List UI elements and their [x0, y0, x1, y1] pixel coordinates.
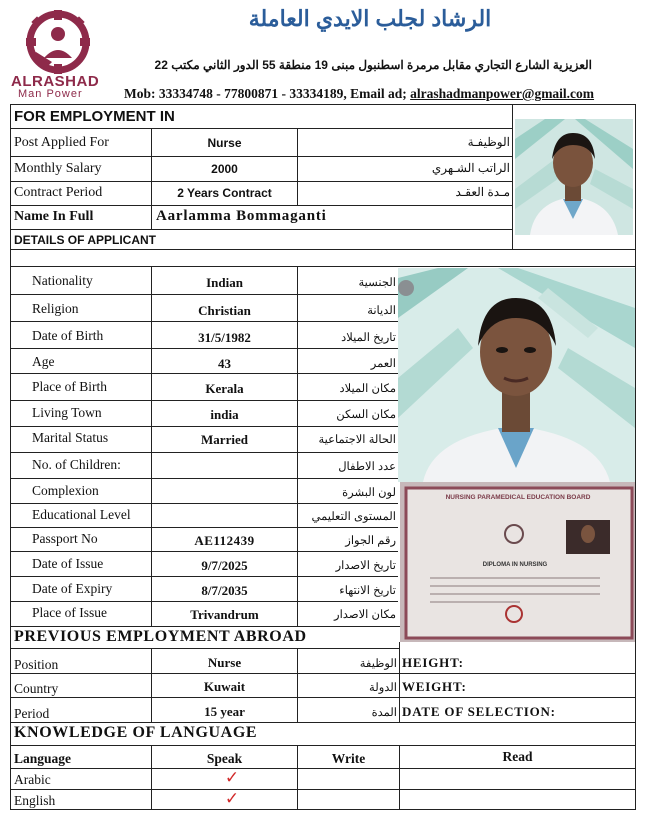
place-of-issue-value: Trivandrum	[190, 607, 259, 622]
dob-value: 31/5/1982	[198, 330, 251, 345]
selection-date-label: DATE OF SELECTION:	[402, 704, 556, 719]
logo-subtitle: Man Power	[18, 88, 83, 100]
age-value: 43	[218, 356, 231, 371]
prev-country-label: Country	[14, 681, 59, 696]
read-col-header: Read	[502, 749, 533, 764]
height-label: HEIGHT:	[402, 655, 464, 670]
prev-period-label-arabic: المدة	[371, 707, 397, 719]
arabic-speak-check-icon: ✓	[224, 768, 240, 787]
write-col-header: Write	[331, 751, 366, 766]
nationality-label-arabic: الجنسية	[358, 277, 396, 289]
previous-employment-heading: PREVIOUS EMPLOYMENT ABROAD	[14, 628, 307, 645]
company-address-arabic: العزيزية الشارع التجاري مقابل مرمرة اسطنبول مبنى 19 منطقة 55 الدور الثاني مكتب 22	[154, 58, 592, 72]
prev-country-label-arabic: الدولة	[369, 682, 397, 694]
certificate-board-text: NURSING PARAMEDICAL EDUCATION BOARD	[445, 494, 591, 501]
marital-status-label: Marital Status	[32, 430, 109, 445]
expiry-date-label-arabic: تاريخ الانتهاء	[339, 585, 396, 597]
prev-period-label: Period	[14, 706, 50, 721]
post-value: Nurse	[207, 136, 242, 150]
issue-date-label-arabic: تاريخ الاصدار	[335, 560, 396, 572]
complexion-label: Complexion	[32, 483, 99, 498]
nationality-value: Indian	[206, 275, 243, 290]
salary-label-arabic: الراتب الشـهري	[431, 161, 510, 175]
expiry-date-value: 8/7/2035	[201, 583, 248, 598]
prev-position-label: Position	[14, 657, 59, 672]
place-of-issue-label: Place of Issue	[32, 605, 107, 620]
contact-line	[124, 86, 636, 102]
name-label: Name In Full	[14, 209, 94, 224]
religion-label: Religion	[32, 301, 79, 316]
education-label-arabic: المستوى التعليمي	[311, 511, 396, 523]
certificate-title-text: DIPLOMA IN NURSING	[482, 562, 548, 568]
contract-label-arabic: مـدة العقـد	[455, 185, 510, 199]
prev-position-label-arabic: الوظيفة	[359, 658, 397, 670]
passport-no-label: Passport No	[32, 531, 98, 546]
post-label-arabic: الوظيفـة	[467, 135, 510, 149]
marital-status-label-arabic: الحالة الاجتماعية	[318, 434, 396, 446]
expiry-date-label: Date of Expiry	[32, 581, 113, 596]
living-town-label-arabic: مكان السكن	[336, 409, 396, 421]
birthplace-label-arabic: مكان الميلاد	[339, 383, 396, 395]
living-town-value: india	[210, 407, 239, 422]
marital-status-value: Married	[201, 432, 248, 447]
religion-value: Christian	[198, 303, 251, 318]
complexion-label-arabic: لون البشرة	[342, 487, 396, 499]
salary-value: 2000	[211, 162, 238, 176]
speak-col-header: Speak	[206, 751, 243, 766]
applicant-heading: DETAILS OF APPLICANT	[14, 233, 156, 247]
issue-date-value: 9/7/2025	[201, 558, 248, 573]
birthplace-value: Kerala	[205, 381, 244, 396]
weight-label: WEIGHT:	[402, 679, 467, 694]
diploma-certificate-image	[400, 482, 635, 642]
logo-name: ALRASHAD	[11, 73, 100, 90]
contact-phones: Mob: 33334748 - 77800871 - 33334189, Email ad;	[124, 86, 411, 101]
living-town-label: Living Town	[32, 405, 102, 420]
english-speak-check-icon: ✓	[224, 789, 240, 808]
language-col-header: Language	[14, 751, 72, 766]
email-link[interactable]: alrashadmanpower@gmail.com	[410, 86, 595, 101]
contract-label: Contract Period	[14, 185, 103, 200]
post-label: Post Applied For	[14, 135, 109, 150]
passport-no-label-arabic: رقم الجواز	[345, 535, 396, 547]
prev-position-value: Nurse	[207, 655, 242, 670]
contract-value: 2 Years Contract	[177, 186, 272, 200]
age-label-arabic: العمر	[370, 358, 396, 370]
employment-heading: FOR EMPLOYMENT IN	[14, 108, 175, 125]
language-english-label: English	[14, 793, 56, 808]
salary-label: Monthly Salary	[14, 161, 102, 176]
birthplace-label: Place of Birth	[32, 379, 107, 394]
company-title-arabic: الرشاد لجلب الايدي العاملة	[248, 6, 492, 31]
prev-period-value: 15 year	[204, 704, 245, 719]
language-heading: KNOWLEDGE OF LANGUAGE	[14, 724, 258, 741]
issue-date-label: Date of Issue	[32, 556, 104, 571]
children-label: No. of Children:	[32, 457, 121, 472]
place-of-issue-label-arabic: مكان الاصدار	[334, 609, 396, 621]
dob-label: Date of Birth	[32, 328, 104, 343]
children-label-arabic: عدد الاطفال	[338, 461, 396, 473]
passport-no-value: AE112439	[194, 533, 255, 548]
language-arabic-label: Arabic	[14, 772, 51, 787]
applicant-passport-photo	[515, 119, 633, 235]
prev-country-value: Kuwait	[203, 679, 246, 694]
applicant-name: Aarlamma Bommaganti	[156, 208, 327, 224]
education-label: Educational Level	[32, 507, 131, 522]
dob-label-arabic: تاريخ الميلاد	[341, 332, 396, 344]
age-label: Age	[32, 354, 55, 369]
nationality-label: Nationality	[32, 273, 93, 288]
applicant-full-photo	[398, 268, 635, 482]
religion-label-arabic: الديانة	[367, 305, 396, 317]
